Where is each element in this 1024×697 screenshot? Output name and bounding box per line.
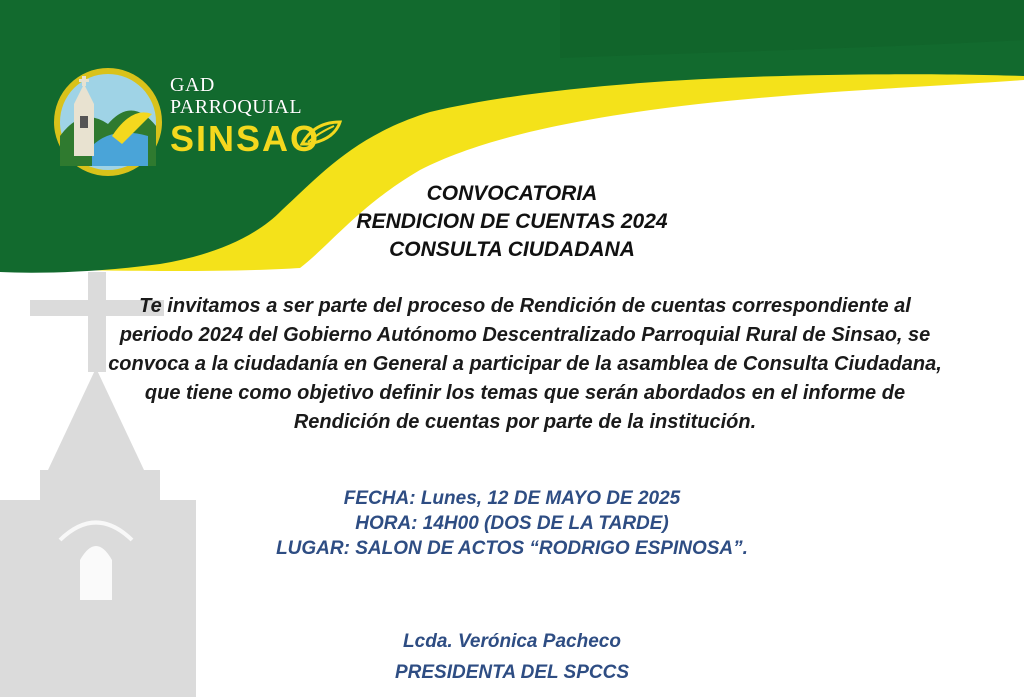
- event-date: FECHA: Lunes, 12 DE MAYO DE 2025: [343, 488, 681, 509]
- logo-sinsao-text: SINSAO: [170, 118, 321, 159]
- signatory-name: Lcda. Verónica Pacheco: [403, 631, 621, 652]
- leaf-icon: [300, 118, 344, 148]
- logo-parroquial-text: PARROQUIAL: [170, 96, 303, 118]
- logo-wordmark: [170, 75, 320, 157]
- title-rendicion: RENDICION DE CUENTAS 2024: [356, 210, 668, 233]
- signature-block: [0, 626, 1024, 688]
- event-details: [0, 486, 1024, 561]
- event-time: HORA: 14H00 (DOS DE LA TARDE): [355, 513, 669, 534]
- title-consulta: CONSULTA CIUDADANA: [389, 238, 635, 261]
- title-convocatoria: CONVOCATORIA: [426, 182, 598, 205]
- invitation-paragraph: Te invitamos a ser parte del proceso de Rendición de cuentas correspondiente al periodo 2024 del Gobierno Autónomo Descentralizado Parroquial Rural de Sinsao, se convoca a la ciudadanía en General a participar de la asamblea de Consulta Ciudadana, que tiene como objetivo definir los temas que serán abordados en el informe de Rendición de cuentas por parte de la institución.: [108, 295, 942, 433]
- logo-gad-text: GAD: [170, 74, 215, 96]
- signatory-role: PRESIDENTA DEL SPCCS: [394, 662, 630, 683]
- announcement-title: [0, 180, 1024, 264]
- event-location: LUGAR: SALON DE ACTOS “RODRIGO ESPINOSA”.: [276, 538, 748, 559]
- sinsao-logo-emblem: [52, 66, 164, 178]
